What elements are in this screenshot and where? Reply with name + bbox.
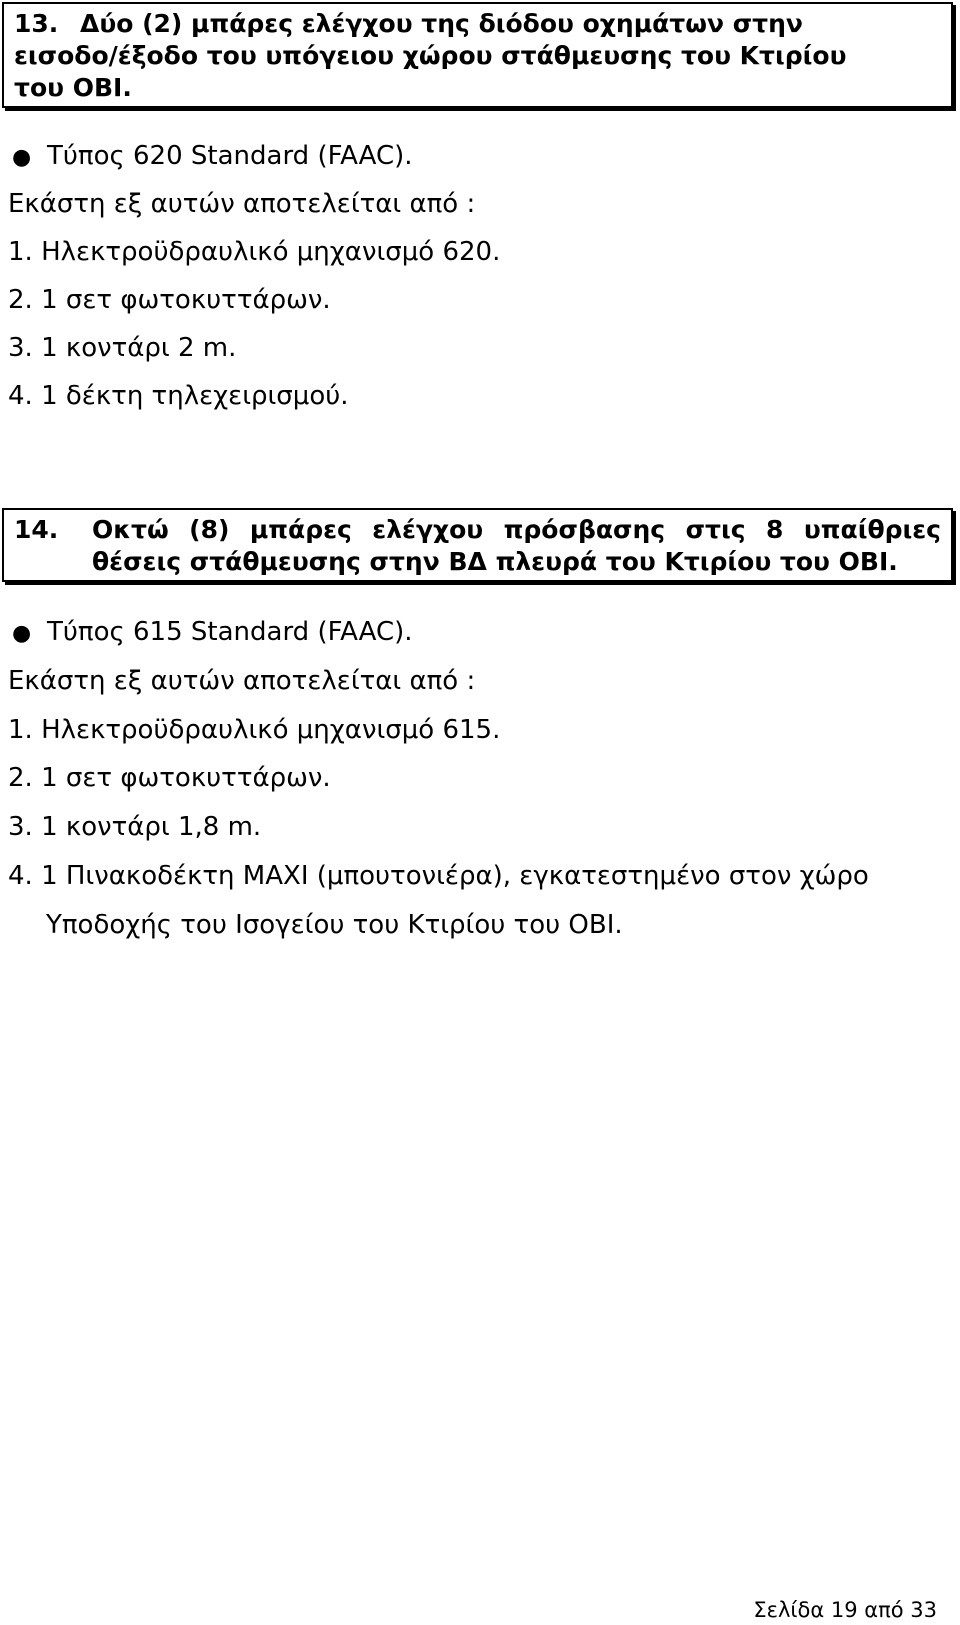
page-number: Σελίδα 19 από 33 bbox=[753, 1598, 937, 1622]
bullet-icon: ● bbox=[12, 621, 32, 646]
section-14-item-4: 4. 1 Πινακοδέκτη MAXI (μπουτονιέρα), εγκατεστημένο στον χώρο bbox=[8, 861, 869, 891]
section-14-title-line-2: θέσεις στάθμευσης στην ΒΔ πλευρά του Κτιρίου του ΟΒΙ. bbox=[92, 547, 898, 576]
section-13-item-2: 2. 1 σετ φωτοκυττάρων. bbox=[8, 285, 331, 315]
section-14-bullet: ● Τύπος 615 Standard (FAAC). bbox=[12, 616, 413, 650]
section-14-heading bbox=[2, 508, 953, 582]
section-13-item-4: 4. 1 δέκτη τηλεχειρισμού. bbox=[8, 381, 349, 411]
section-14-item-1: 1. Ηλεκτροϋδραυλικό μηχανισμό 615. bbox=[8, 715, 501, 745]
section-14-title-line-1: Οκτώ (8) μπάρες ελέγχου πρόσβασης στις 8 υπαίθριες bbox=[92, 515, 941, 544]
section-13-item-3: 3. 1 κοντάρι 2 m. bbox=[8, 333, 237, 363]
section-14-item-2: 2. 1 σετ φωτοκυττάρων. bbox=[8, 763, 331, 793]
section-13-item-1: 1. Ηλεκτροϋδραυλικό μηχανισμό 620. bbox=[8, 237, 501, 267]
section-14-item-4-continuation: Υποδοχής του Ισογείου του Κτιρίου του ΟΒΙ. bbox=[46, 910, 623, 940]
section-14-title-row-1 bbox=[14, 514, 941, 546]
bullet-icon: ● bbox=[12, 145, 32, 170]
section-13-title-line-1: 13. Δύο (2) μπάρες ελέγχου της διόδου οχημάτων στην bbox=[14, 9, 803, 38]
section-13-heading bbox=[2, 2, 953, 108]
section-14-number: 14. bbox=[14, 515, 59, 544]
section-14-title-row-2 bbox=[14, 546, 941, 578]
section-13-title-line-3: του ΟΒΙ. bbox=[14, 73, 132, 102]
section-14-intro: Εκάστη εξ αυτών αποτελείται από : bbox=[8, 666, 476, 696]
section-13-bullet: ● Τύπος 620 Standard (FAAC). bbox=[12, 140, 413, 174]
section-13-intro: Εκάστη εξ αυτών αποτελείται από : bbox=[8, 189, 476, 219]
section-13-number: 13. bbox=[14, 9, 59, 38]
section-14-item-3: 3. 1 κοντάρι 1,8 m. bbox=[8, 812, 262, 842]
section-13-title-line-2: εισοδο/έξοδο του υπόγειου χώρου στάθμευσης του Κτιρίου bbox=[14, 41, 847, 70]
